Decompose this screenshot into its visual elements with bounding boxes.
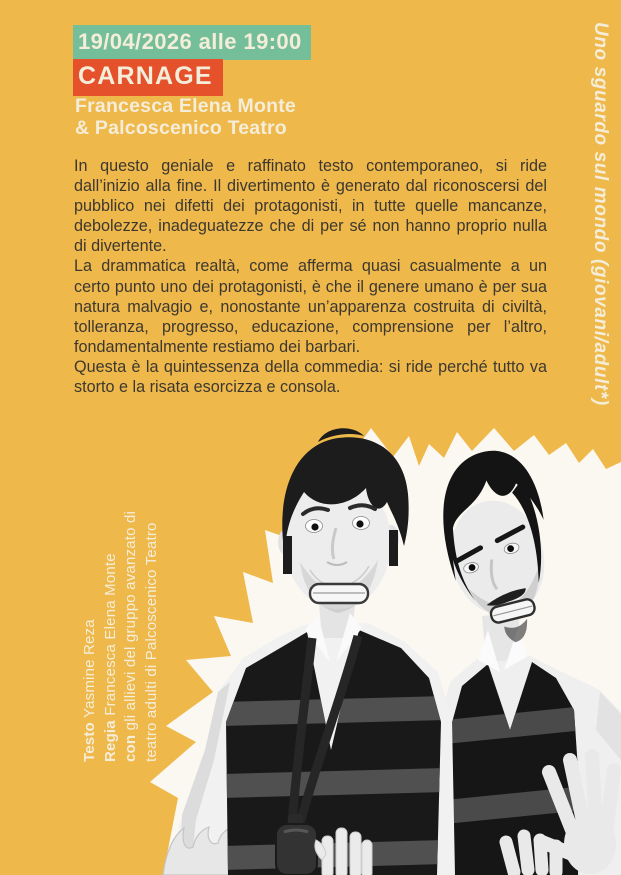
description-paragraph: In questo geniale e raffinato testo contemporaneo, si ride dall’inizio alla fine. Il divertimento è generato dal riconoscersi del pubblico nei difetti dei protagonisti, in tutte quelle mancanze, debolezze, inadeguatezze che di per sé non hanno proprio nulla di divertente. [74,157,547,256]
event-description [74,156,547,397]
subtitle-line-2: & Palcoscenico Teatro [75,117,287,139]
credit-role-label: Testo [81,722,98,762]
credit-role-label: Regia [101,720,119,762]
description-paragraph: La drammatica realtà, come afferma quasi casualmente a un certo punto uno dei protagonisti, è che il genere umano è per sua natura malvagio e, nonostante un’apparenza costruita di civiltà, tolleranza, progresso, educazione, comprensione per l’altro, fondamentalmente restiamo dei barbari. [74,257,547,356]
event-date-badge: 19/04/2026 alle 19:00 [73,25,311,60]
credit-role-value: gli allievi del gruppo avanzato di [122,510,139,735]
description-paragraph: Questa è la quintessenza della commedia: si ride perché tutto va storto e la risata esorcizza e consola. [74,357,547,397]
credit-role-value: Yasmine Reza [81,619,98,723]
actors-photo [0,420,621,875]
event-subtitle [75,95,296,139]
event-title: CARNAGE [73,59,223,96]
credit-role-label: con [122,734,139,762]
credit-role-value: teatro adulti di Palcoscenico Teatro [142,522,160,762]
credit-role-value: Francesca Elena Monte [101,553,119,721]
season-label-vertical: Uno sguardo sul mondo (giovani/adult*) [590,22,611,406]
subtitle-line-1: Francesca Elena Monte [75,95,296,117]
